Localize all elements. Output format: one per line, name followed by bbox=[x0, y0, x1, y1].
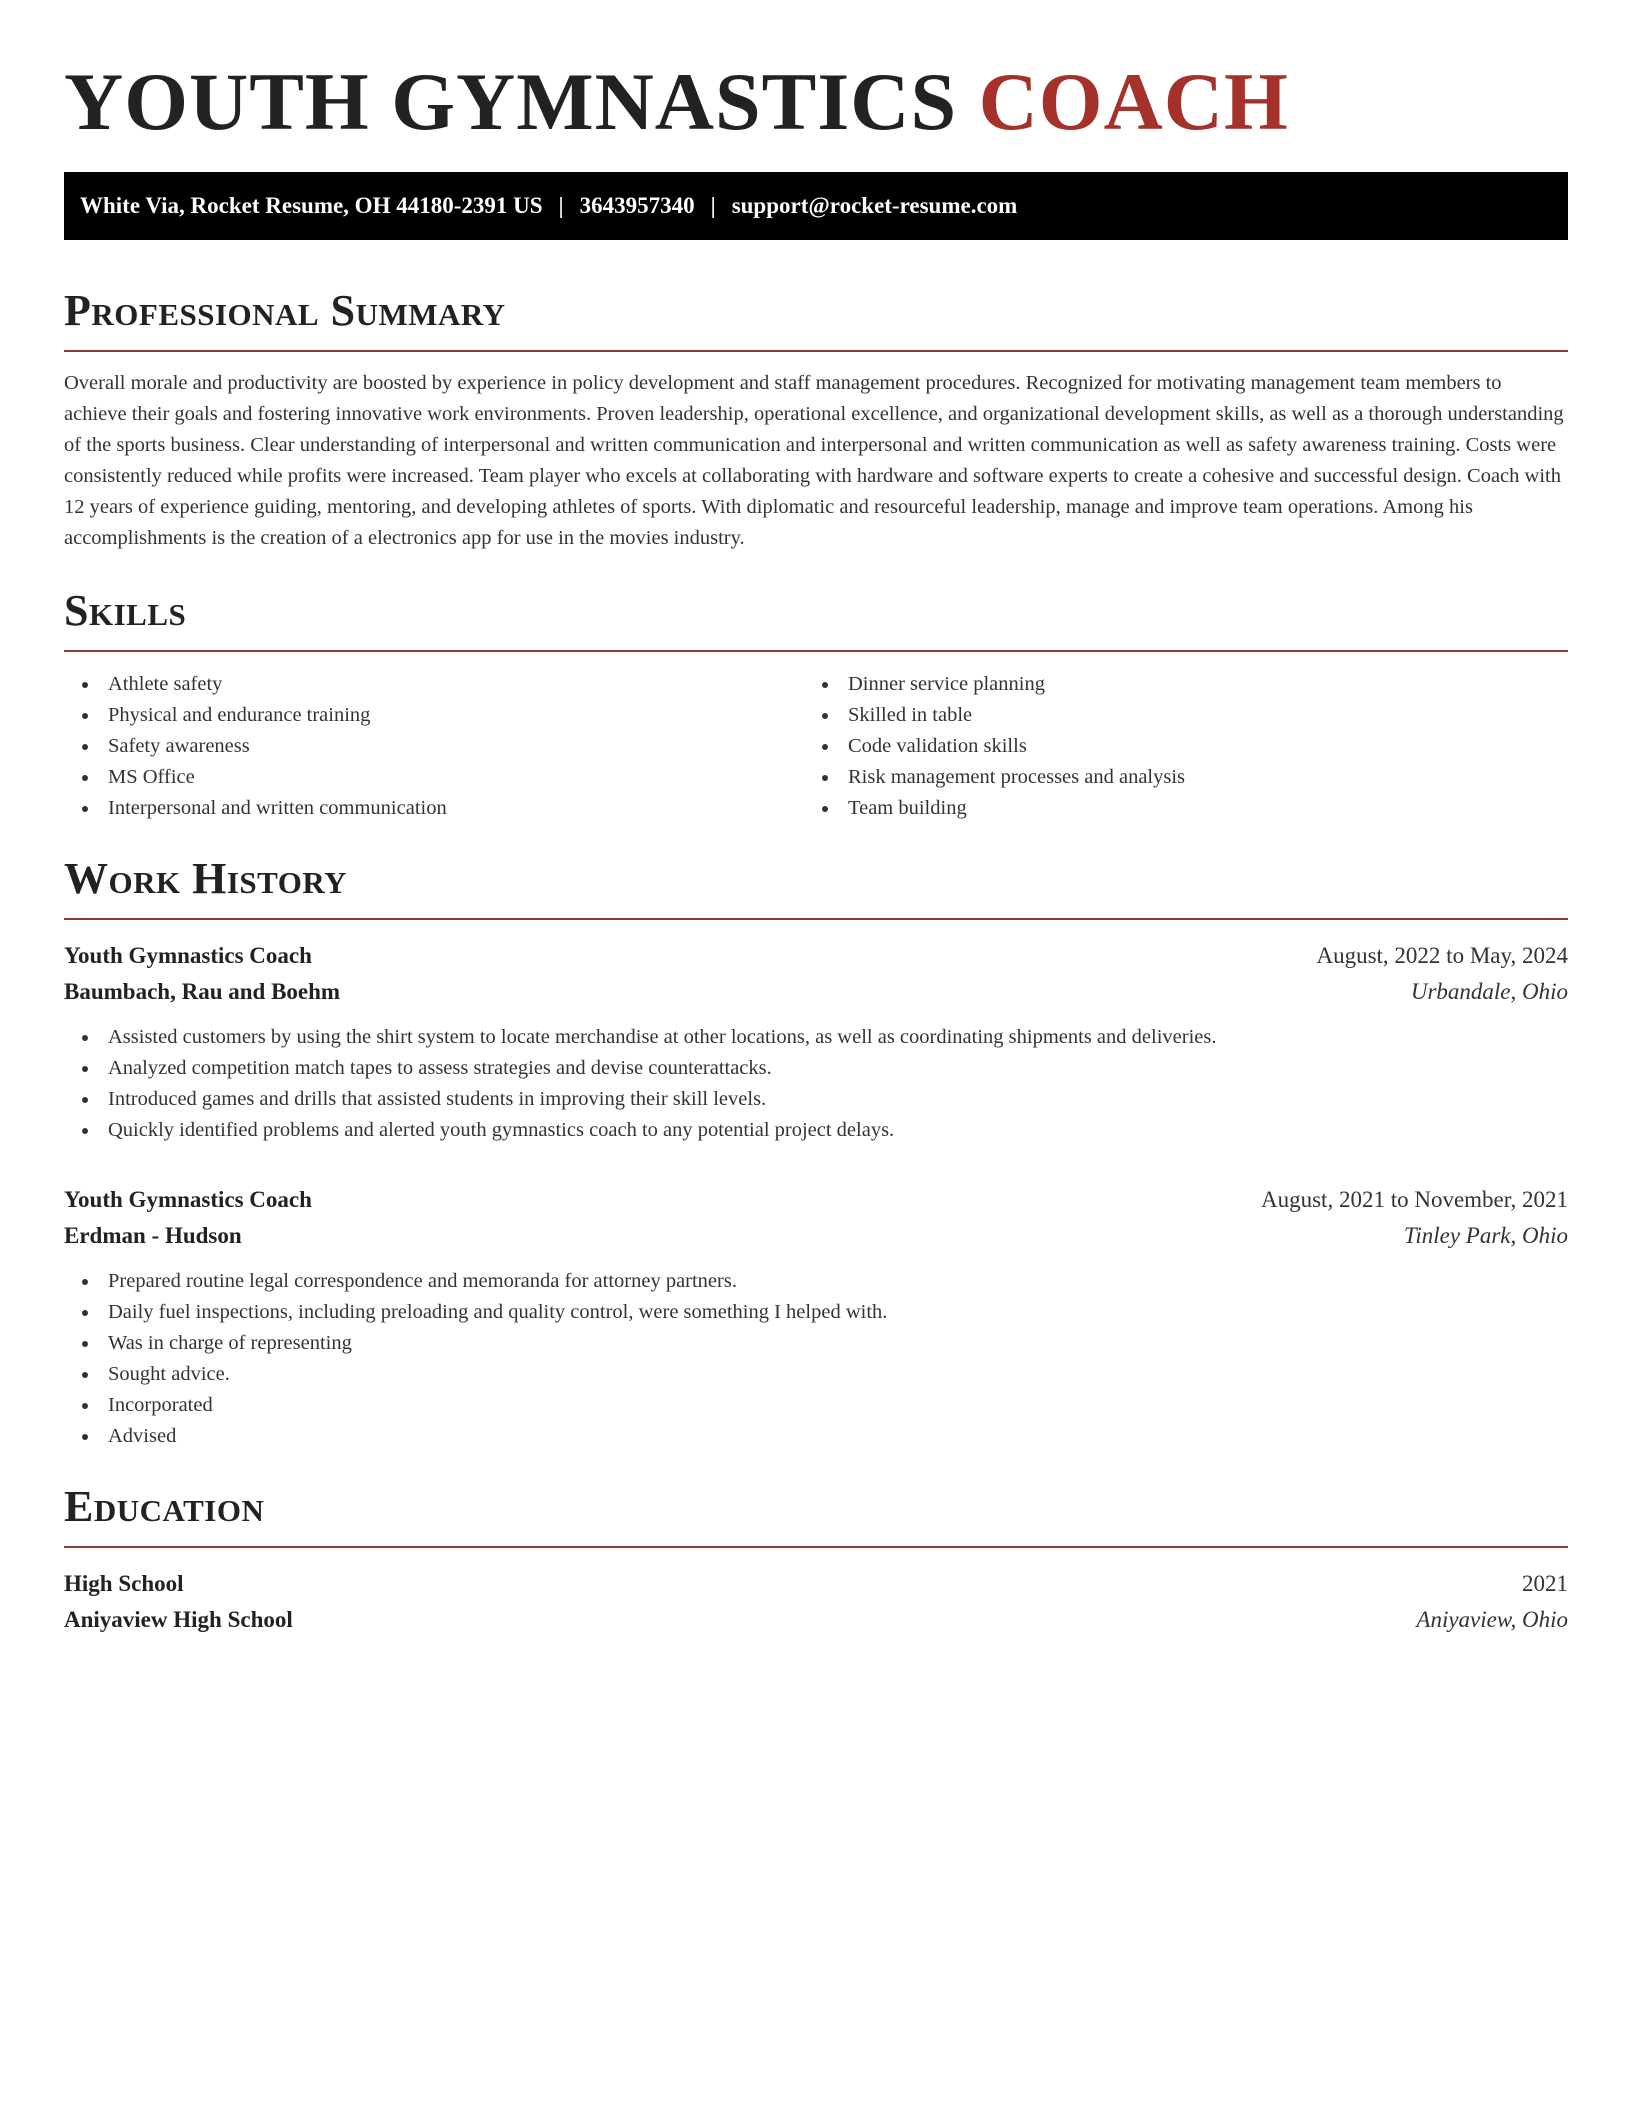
job-bullets bbox=[64, 1266, 1568, 1452]
section-heading-summary: Professional Summary bbox=[64, 286, 506, 335]
job-bullets bbox=[64, 1022, 1568, 1146]
job-title: Youth Gymnastics Coach bbox=[64, 1187, 312, 1212]
job-location: Urbandale, Ohio bbox=[1410, 979, 1568, 1004]
resume-page bbox=[64, 52, 1568, 1638]
education-degree: High School bbox=[64, 1571, 184, 1596]
job-header-row bbox=[64, 938, 1568, 974]
job-bullet: Assisted customers by using the shirt system to locate merchandise at other locations, as well as coordinating shipments and deliveries. bbox=[64, 1022, 1568, 1053]
education-location: Aniyaview, Ohio bbox=[1416, 1607, 1568, 1632]
job-company: Baumbach, Rau and Boehm bbox=[64, 979, 341, 1004]
job-bullet: Quickly identified problems and alerted youth gymnastics coach to any potential project delays. bbox=[64, 1115, 1568, 1146]
job-bullet: Daily fuel inspections, including preloading and quality control, were something I helped with. bbox=[64, 1297, 1568, 1328]
resume-title bbox=[64, 52, 1568, 152]
skill-item: Skilled in table bbox=[804, 700, 1568, 731]
work-history-section bbox=[64, 854, 1568, 1452]
section-heading-work: Work History bbox=[64, 854, 348, 903]
skill-item: Team building bbox=[804, 793, 1568, 824]
job-company-row bbox=[64, 974, 1568, 1010]
contact-separator: | bbox=[558, 193, 564, 218]
job-company-row bbox=[64, 1218, 1568, 1254]
skill-item: MS Office bbox=[64, 762, 804, 793]
job-bullet: Analyzed competition match tapes to assess strategies and devise counterattacks. bbox=[64, 1053, 1568, 1084]
education-school: Aniyaview High School bbox=[64, 1607, 293, 1632]
section-heading-education: Education bbox=[64, 1482, 265, 1531]
education-entry bbox=[64, 1566, 1568, 1638]
job-bullet: Incorporated bbox=[64, 1390, 1568, 1421]
contact-phone: 3643957340 bbox=[579, 193, 695, 218]
skill-item: Risk management processes and analysis bbox=[804, 762, 1568, 793]
job-entry bbox=[64, 1182, 1568, 1452]
skill-item: Athlete safety bbox=[64, 669, 804, 700]
job-bullet: Introduced games and drills that assisted students in improving their skill levels. bbox=[64, 1084, 1568, 1115]
skill-item: Dinner service planning bbox=[804, 669, 1568, 700]
job-company: Erdman - Hudson bbox=[64, 1223, 242, 1248]
contact-bar bbox=[64, 172, 1568, 240]
education-year: 2021 bbox=[1522, 1571, 1568, 1596]
section-heading-skills: Skills bbox=[64, 586, 187, 635]
job-location: Tinley Park, Ohio bbox=[1403, 1223, 1568, 1248]
section-divider bbox=[64, 918, 1568, 920]
job-bullet: Prepared routine legal correspondence and memoranda for attorney partners. bbox=[64, 1266, 1568, 1297]
education-school-row bbox=[64, 1602, 1568, 1638]
contact-separator: | bbox=[710, 193, 716, 218]
job-dates: August, 2022 to May, 2024 bbox=[1316, 943, 1568, 968]
summary-text: Overall morale and productivity are boosted by experience in policy development and staff management procedures. Recognized for motivating management team members to achieve their goals and fostering innovative work environments. Proven leadership, operational excellence, and organizational development skills, as well as a thorough understanding of the sports business. Clear understanding of interpersonal and written communication and interpersonal and written communication as well as safety awareness training. Costs were consistently reduced while profits were increased. Team player who excels at collaborating with hardware and software experts to create a cohesive and successful design. Coach with 12 years of experience guiding, mentoring, and developing athletes of sports. With diplomatic and resourceful leadership, manage and improve team operations. Among his accomplishments is the creation of a electronics app for use in the movies industry. bbox=[64, 372, 1564, 549]
job-bullet: Sought advice. bbox=[64, 1359, 1568, 1390]
contact-address: White Via, Rocket Resume, OH 44180-2391 US bbox=[80, 193, 543, 218]
contact-email[interactable]: support@rocket-resume.com bbox=[731, 193, 1018, 218]
skills-list-left bbox=[64, 669, 804, 824]
job-header-row bbox=[64, 1182, 1568, 1218]
summary-section bbox=[64, 286, 1568, 554]
education-header-row bbox=[64, 1566, 1568, 1602]
job-entry bbox=[64, 938, 1568, 1146]
skill-item: Code validation skills bbox=[804, 731, 1568, 762]
job-bullet: Advised bbox=[64, 1421, 1568, 1452]
skills-section bbox=[64, 586, 1568, 824]
skill-item: Interpersonal and written communication bbox=[64, 793, 804, 824]
job-bullet: Was in charge of representing bbox=[64, 1328, 1568, 1359]
job-title: Youth Gymnastics Coach bbox=[64, 943, 312, 968]
skill-item: Physical and endurance training bbox=[64, 700, 804, 731]
skills-list-right bbox=[804, 669, 1568, 824]
skill-item: Safety awareness bbox=[64, 731, 804, 762]
education-section bbox=[64, 1482, 1568, 1638]
title-main: YOUTH GYMNASTICS bbox=[64, 56, 958, 147]
section-divider bbox=[64, 1546, 1568, 1548]
job-dates: August, 2021 to November, 2021 bbox=[1261, 1187, 1568, 1212]
skills-grid bbox=[64, 669, 1568, 824]
title-accent: COACH bbox=[978, 56, 1289, 147]
section-divider bbox=[64, 350, 1568, 352]
section-divider bbox=[64, 650, 1568, 652]
